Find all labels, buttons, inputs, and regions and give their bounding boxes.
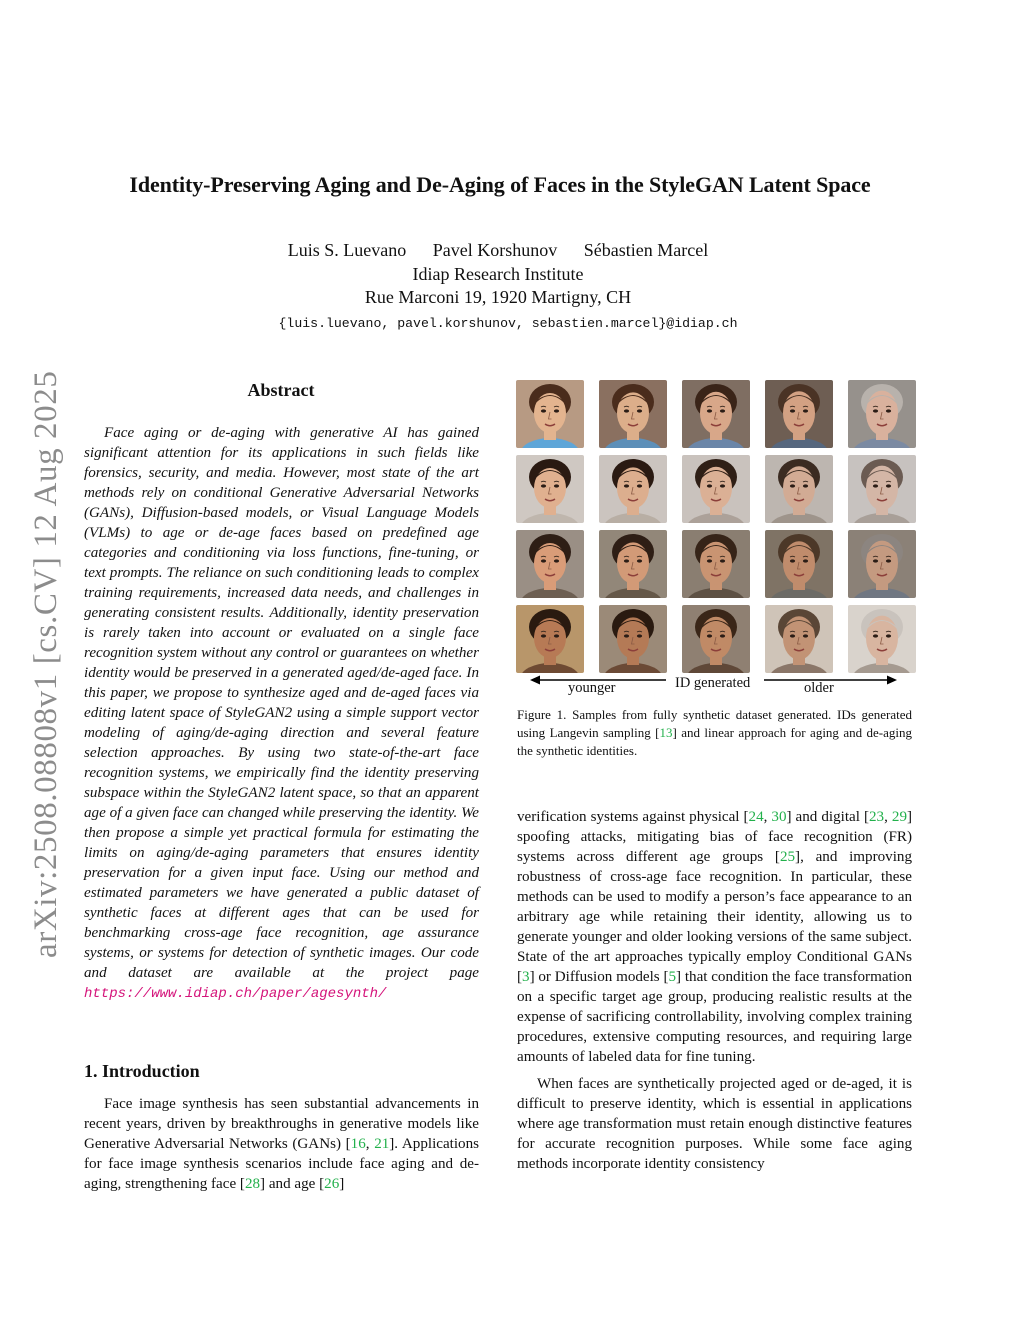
project-page-link[interactable]: https://www.idiap.ch/paper/agesynth/ xyxy=(84,986,387,1002)
body-text: ] and digital [ xyxy=(786,809,869,825)
citation-link[interactable]: 21 xyxy=(374,1136,390,1152)
body-text: ] xyxy=(339,1176,345,1192)
label-older: older xyxy=(804,680,834,696)
body-text: ] or Diffusion models [ xyxy=(529,969,669,985)
abstract-body xyxy=(84,423,479,1004)
citation-link[interactable]: 23 xyxy=(869,809,885,825)
face-sample-image xyxy=(765,380,833,448)
face-sample-image xyxy=(765,530,833,598)
affiliation-institute: Idiap Research Institute xyxy=(412,264,584,284)
face-sample-image xyxy=(599,530,667,598)
caption-text: ] and linear approach for aging and de-aging the synthetic identities. xyxy=(517,725,912,758)
body-text: , xyxy=(884,809,892,825)
citation-link[interactable]: 30 xyxy=(771,809,787,825)
face-sample-image xyxy=(765,455,833,523)
citation-link[interactable]: 13 xyxy=(659,725,673,740)
face-sample-image xyxy=(682,530,750,598)
face-sample-grid xyxy=(516,380,914,675)
author-emails: {luis.luevano, pavel.korshunov, sebastien.marcel}@idiap.ch xyxy=(278,316,738,331)
citation-link[interactable]: 3 xyxy=(522,969,530,985)
face-sample-image xyxy=(516,455,584,523)
author-name: Pavel Korshunov xyxy=(432,240,558,260)
citation-link[interactable]: 26 xyxy=(324,1176,340,1192)
citation-link[interactable]: 16 xyxy=(350,1136,366,1152)
face-sample-image xyxy=(599,455,667,523)
face-sample-image xyxy=(516,605,584,673)
abstract-text: Face aging or de-aging with generative AI has gained significant attention for its applications in such fields like forensics, security, and media. However, most state of the art methods rely on conditional Generative Adversarial Networks (GANs), Diffusion-based models, or Visual Language Models (VLMs) to age or de-age faces based on predefined age categories and conditioning via loss functions, fine-tuning, or text prompts. The reliance on such conditioning leads to complex training requirements, increased data needs, and challenges in generating consistent results. Additionally, identity preservation is rarely taken into account or evaluated on a single face recognition system without any control or guarantees on whether identity would be preserved in a generated aged/de-aged face. In this paper, we propose to synthesize aged and de-aged faces via editing latent space of StyleGAN2 using a simple support vector modeling of aging/de-aging direction and several feature selection approaches. By using two state-of-the-art face recognition systems, we empirically find the identity preserving subspace within the StyleGAN2 latent space, so that an apparent age of a given face can changed while preserving the identity. We then propose a simple yet practical formula for estimating the limits on aging/de-aging parameters that ensures identity preservation for a given input face. Using our method and estimated parameters we have generated a public dataset of synthetic faces at different ages that can be used for benchmarking cross-age face recognition, age assurance systems, or systems for detection of synthetic images. Our code and dataset are available at the project page xyxy=(84,425,479,981)
face-sample-image xyxy=(765,605,833,673)
intro-text xyxy=(84,1094,479,1194)
label-id-generated: ID generated xyxy=(675,675,751,691)
citation-link[interactable]: 29 xyxy=(891,809,907,825)
author-list xyxy=(0,240,996,261)
face-sample-image xyxy=(848,530,916,598)
face-sample-image xyxy=(516,380,584,448)
body-text: ] that condition the face transformation on a specific target age group, producing realistic results at the expense of sacrificing controllability, involving complex training procedures, extensive computing resources, and requiring large amounts of labeled data for fine tuning. xyxy=(517,969,912,1065)
author-name: Luis S. Luevano xyxy=(287,240,407,260)
citation-link[interactable]: 25 xyxy=(779,849,796,865)
body-text: , xyxy=(365,1136,375,1152)
introduction-paragraph xyxy=(84,1094,479,1194)
figure-1-caption xyxy=(517,706,912,760)
affiliation-address: Rue Marconi 19, 1920 Martigny, CH xyxy=(364,287,632,307)
right-paragraph xyxy=(517,807,912,1067)
face-sample-image xyxy=(599,380,667,448)
section-heading-introduction: 1. Introduction xyxy=(84,1061,200,1081)
face-sample-image xyxy=(599,605,667,673)
body-text: ]. Applications for face image synthesis scenarios include face aging and de-aging, strengthening face [ xyxy=(84,1136,480,1192)
arxiv-identifier: arXiv:2508.08808v1 [cs.CV] 12 Aug 2025 xyxy=(28,370,64,958)
citation-link[interactable]: 28 xyxy=(244,1176,261,1192)
face-sample-image xyxy=(848,605,916,673)
body-text: verification systems against physical [ xyxy=(517,809,749,825)
face-sample-image xyxy=(516,530,584,598)
body-text: ] and age [ xyxy=(260,1176,325,1192)
body-text: , xyxy=(763,809,772,825)
face-sample-image xyxy=(682,605,750,673)
body-text: ] spoofing attacks, mitigating bias of face recognition (FR) systems across different age groups [ xyxy=(517,809,913,865)
paper-title: Identity-Preserving Aging and De-Aging of Faces in the StyleGAN Latent Space xyxy=(129,172,871,197)
face-sample-image xyxy=(848,380,916,448)
face-sample-image xyxy=(682,455,750,523)
age-axis xyxy=(516,672,914,698)
author-name: Sébastien Marcel xyxy=(583,240,709,260)
figure-1 xyxy=(516,380,914,700)
right-column-text xyxy=(517,807,912,1174)
citation-link[interactable]: 24 xyxy=(748,809,764,825)
caption-text: Figure 1. Samples from fully synthetic dataset generated. IDs generated using Langevin sampling [ xyxy=(517,707,912,740)
body-text: ], and improving robustness of cross-age face recognition. In particular, these methods can be used to modify a person’s face appearance to an arbitrary age while retaining their identity, allowing us to generate younger and older looking versions of the same subject. State of the art approaches typically employ Conditional GANs [ xyxy=(517,849,912,985)
citation-link[interactable]: 5 xyxy=(668,969,677,985)
abstract-heading: Abstract xyxy=(247,380,315,400)
right-paragraph: When faces are synthetically projected aged or de-aged, it is difficult to preserve identity, which is essential in applications where age transformation must retain enough distinctive features for accurate recognition purposes. While some face aging methods incorporate identity consistency xyxy=(517,1076,912,1172)
body-text: Face image synthesis has seen substantial advancements in recent years, driven by breakthroughs in generative models like Generative Adversarial Networks (GANs) [ xyxy=(84,1096,479,1152)
face-sample-image xyxy=(682,380,750,448)
face-sample-image xyxy=(848,455,916,523)
label-younger: younger xyxy=(568,680,616,696)
